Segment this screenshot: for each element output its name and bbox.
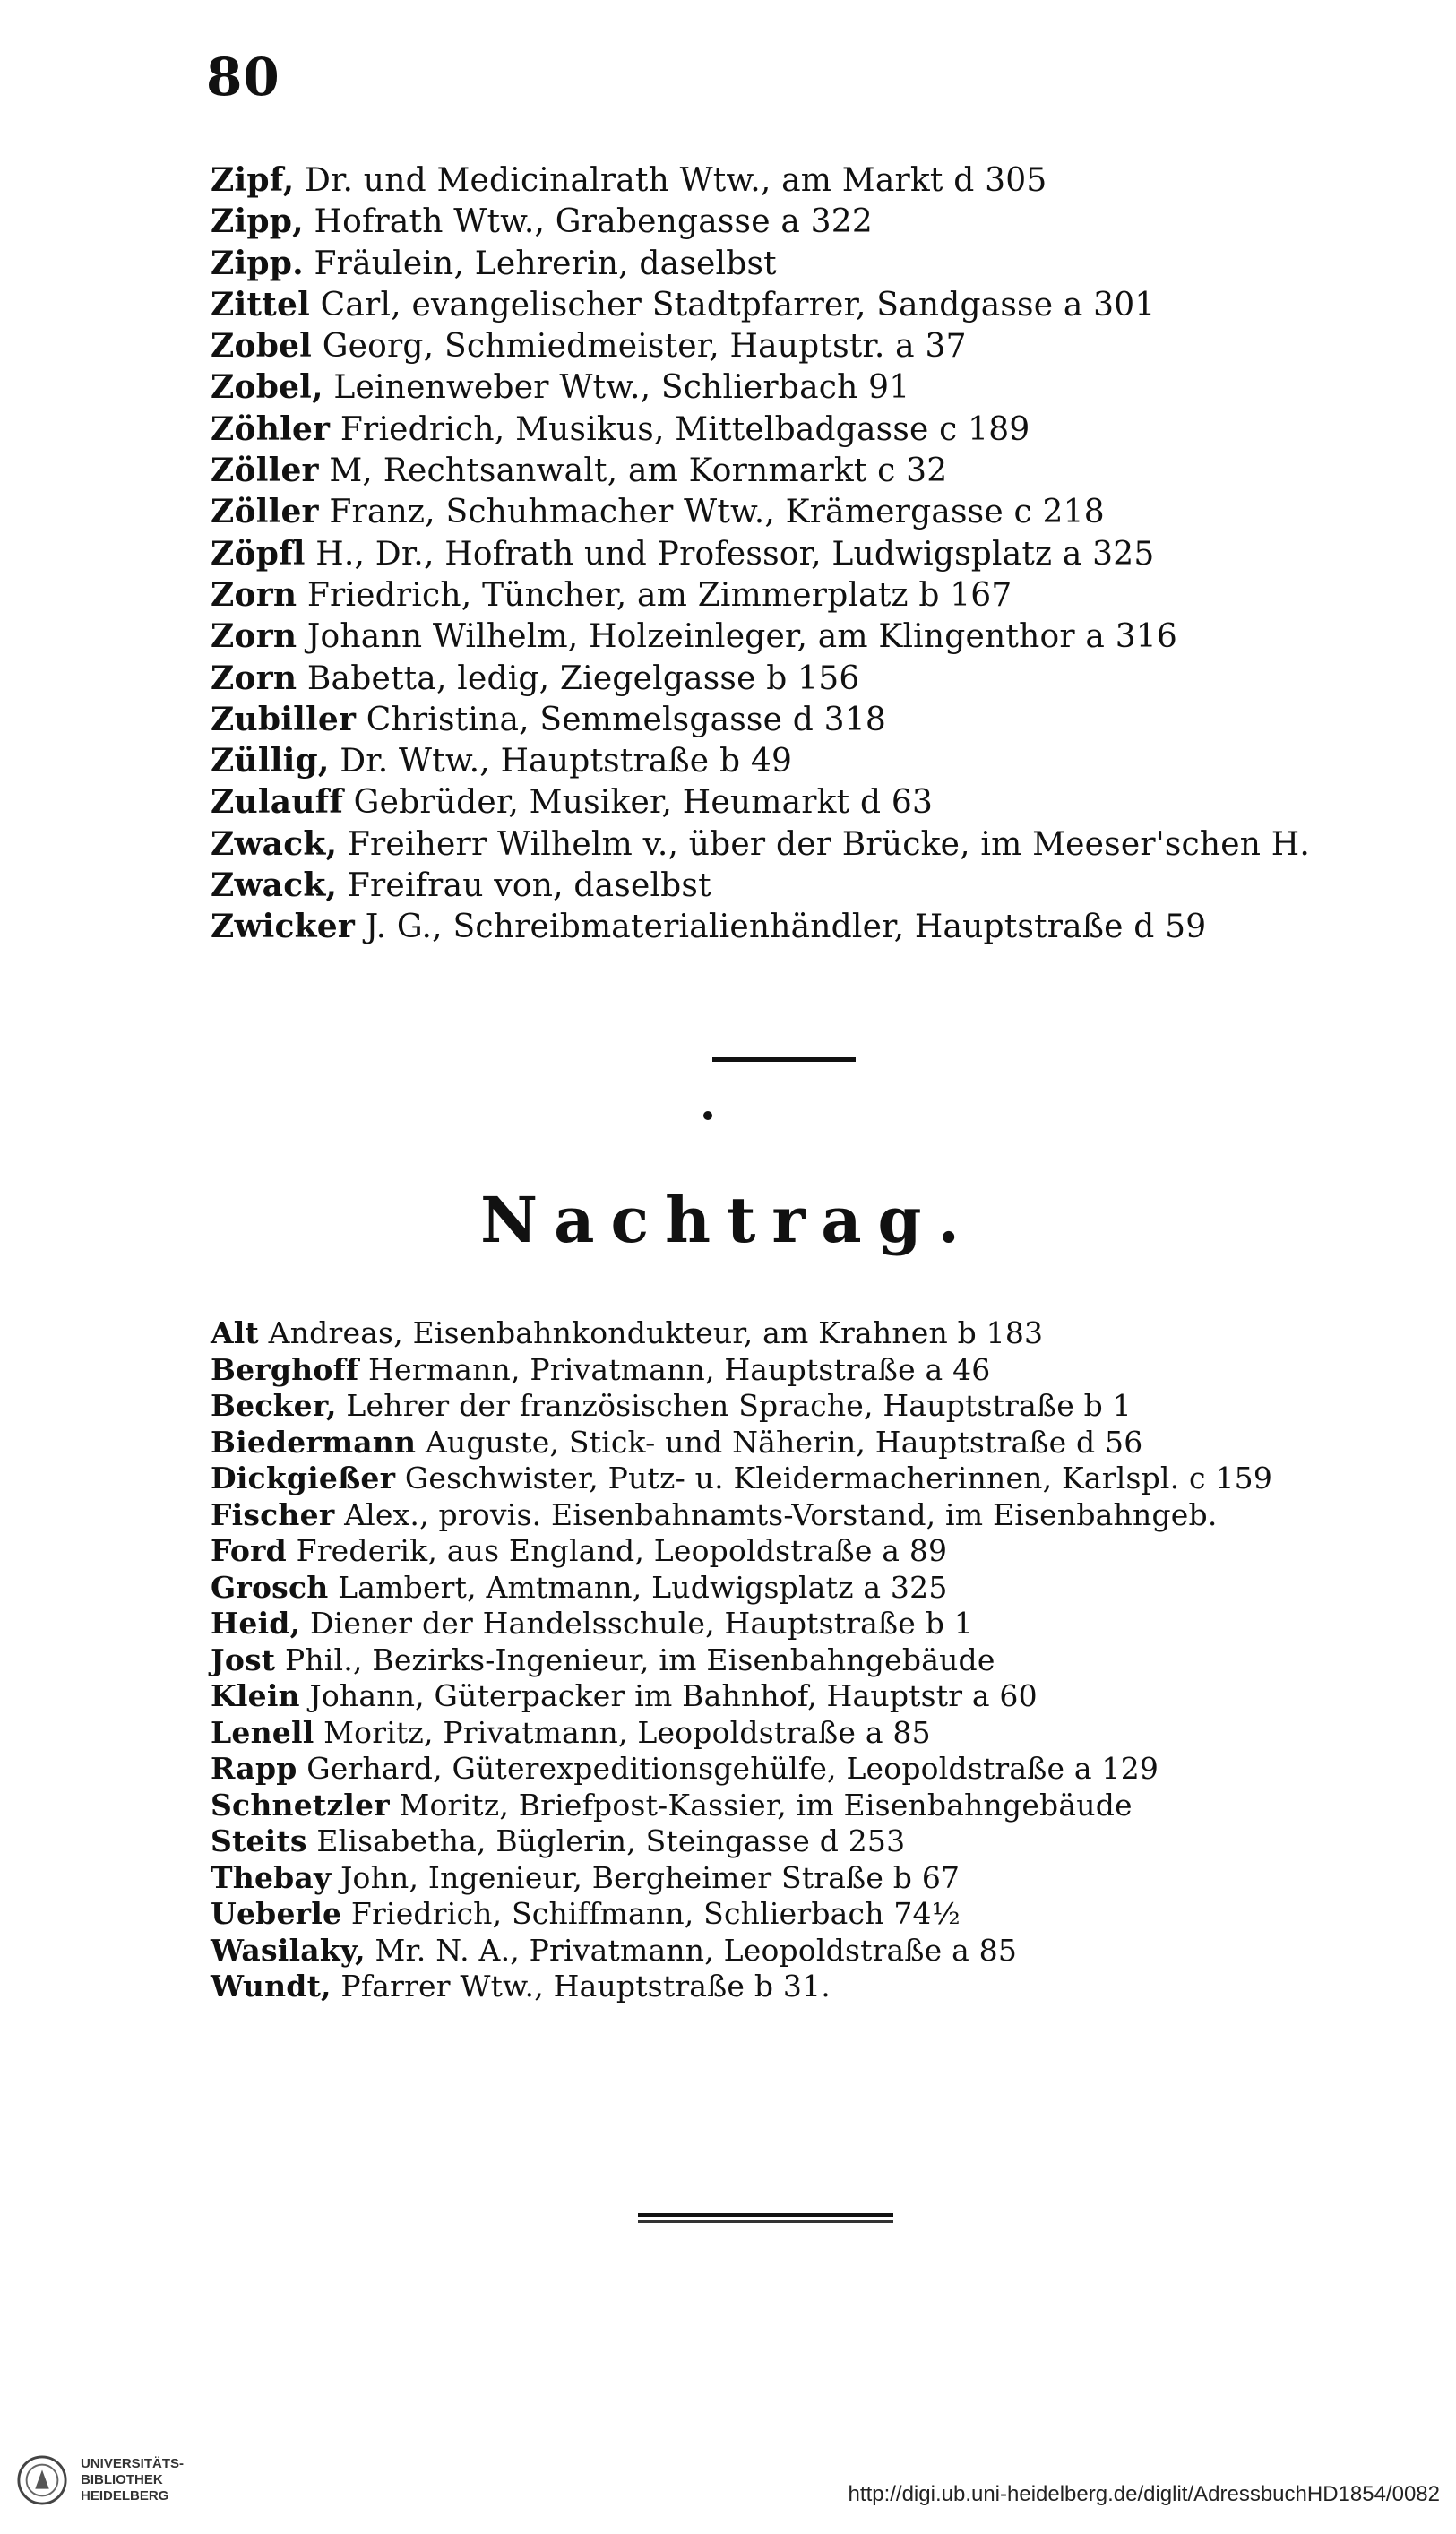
entry-name: Berghoff [211,1351,359,1387]
directory-entry [211,366,1310,408]
directory-entry [211,1461,1272,1497]
entry-detail: Diener der Handelsschule, Hauptstraße b 1 [300,1606,973,1641]
entry-detail: M, Rechtsanwalt, am Kornmarkt c 32 [318,452,948,490]
entry-detail: Gebrüder, Musiker, Heumarkt d 63 [343,784,934,822]
entry-name: Ford [211,1533,287,1568]
entry-detail: Friedrich, Tüncher, am Zimmerplatz b 167 [297,576,1012,614]
entry-name: Fischer [211,1496,335,1532]
entry-name: Rapp [211,1751,297,1786]
nachtrag-entries [211,1315,1272,2005]
entry-detail: Mr. N. A., Privatmann, Leopoldstraße a 85 [365,1932,1018,1968]
entry-name: Zulauff [211,783,344,822]
entry-detail: Babetta, ledig, Ziegelgasse b 156 [297,659,860,697]
entry-name: Biedermann [211,1424,417,1460]
end-rule-second [638,2220,893,2223]
decorative-dot [703,1111,712,1120]
directory-entry [211,409,1310,450]
entry-detail: Johann Wilhelm, Holzeinleger, am Klingenthor a 316 [297,618,1178,656]
entry-name: Becker, [211,1388,337,1423]
directory-entry [211,201,1310,242]
directory-entry [211,1860,1272,1897]
entry-detail: Hofrath Wtw., Grabengasse a 322 [303,203,873,241]
directory-entry [211,574,1310,616]
directory-entry [211,243,1310,284]
entry-detail: Carl, evangelischer Stadtpfarrer, Sandgasse a 301 [310,286,1156,323]
directory-entry [211,1570,1272,1607]
entry-detail: Moritz, Privatmann, Leopoldstraße a 85 [314,1714,931,1750]
entry-detail: Elisabetha, Büglerin, Steingasse d 253 [306,1823,906,1858]
directory-entry [211,1715,1272,1752]
library-name-line: UNIVERSITÄTS- [81,2456,185,2471]
entry-name: Züllig, [211,742,330,780]
entry-name: Zubiller [211,700,357,738]
library-name [81,2456,184,2504]
directory-entry [211,906,1310,947]
directory-entry [211,616,1310,657]
directory-entry [211,1388,1272,1425]
entry-name: Wasilaky, [211,1932,366,1968]
entry-detail: Geschwister, Putz- u. Kleidermacherinnen, Karlspl. c 159 [395,1461,1273,1495]
entry-name: Zöhler [211,409,331,448]
directory-entry [211,699,1310,740]
directory-entry [211,1896,1272,1933]
directory-entry [211,1823,1272,1860]
directory-entry [211,1642,1272,1679]
directory-entry [211,658,1310,699]
entry-detail: Lehrer der französischen Sprache, Hauptstraße b 1 [336,1388,1132,1423]
entry-name: Jost [211,1642,276,1677]
page-number: 80 [206,47,280,108]
directory-entry [211,823,1310,865]
directory-entry [211,1933,1272,1969]
entry-detail: John, Ingenieur, Bergheimer Straße b 67 [331,1859,961,1895]
entry-name: Zipp. [211,244,304,282]
entry-name: Zorn [211,617,297,656]
entry-detail: Dr. und Medicinalrath Wtw., am Markt d 305 [294,162,1047,199]
entry-detail: Franz, Schuhmacher Wtw., Krämergasse c 218 [318,494,1105,531]
entry-detail: Pfarrer Wtw., Hauptstraße b 31. [331,1969,831,2004]
directory-entries [211,159,1310,948]
entry-name: Zwack, [211,824,338,863]
entry-detail: J. G., Schreibmaterialienhändler, Hauptstraße d 59 [355,909,1207,946]
section-divider [712,1057,856,1062]
entry-name: Zwicker [211,908,356,946]
entry-name: Lenell [211,1714,314,1750]
entry-detail: Auguste, Stick- und Näherin, Hauptstraße d 56 [416,1424,1143,1460]
entry-detail: Phil., Bezirks-Ingenieur, im Eisenbahngebäude [275,1642,995,1677]
entry-detail: Frederik, aus England, Leopoldstraße a 89 [286,1533,948,1568]
directory-entry [211,325,1310,366]
entry-detail: H., Dr., Hofrath und Professor, Ludwigsplatz a 325 [305,535,1155,573]
directory-entry [211,1497,1272,1534]
entry-name: Heid, [211,1606,301,1641]
entry-name: Zipf, [211,161,295,199]
entry-name: Schnetzler [211,1787,390,1823]
entry-name: Zipp, [211,203,304,241]
entry-name: Zorn [211,659,297,697]
directory-entry [211,740,1310,781]
entry-detail: Moritz, Briefpost-Kassier, im Eisenbahngebäude [389,1787,1133,1823]
directory-entry [211,781,1310,823]
entry-detail: Georg, Schmiedmeister, Hauptstr. a 37 [312,328,967,366]
entry-name: Ueberle [211,1896,342,1931]
entry-name: Zorn [211,575,297,614]
entry-detail: Christina, Semmelsgasse d 318 [356,701,886,738]
entry-name: Zobel [211,327,313,366]
entry-detail: Andreas, Eisenbahnkondukteur, am Krahnen b 183 [258,1315,1044,1350]
entry-detail: Johann, Güterpacker im Bahnhof, Hauptstr a 60 [299,1678,1038,1713]
entry-detail: Hermann, Privatmann, Hauptstraße a 46 [358,1351,991,1387]
directory-entry [211,159,1310,201]
directory-entry [211,1425,1272,1461]
directory-entry [211,1751,1272,1788]
entry-name: Klein [211,1678,300,1713]
entry-name: Alt [211,1315,259,1350]
entry-detail: Fräulein, Lehrerin, daselbst [303,245,777,282]
directory-entry [211,1969,1272,2005]
entry-name: Steits [211,1823,307,1858]
directory-entry [211,1788,1272,1824]
directory-entry [211,450,1310,491]
directory-entry [211,1678,1272,1715]
library-seal-icon [16,2454,68,2506]
entry-name: Zittel [211,285,310,323]
directory-entry [211,1315,1272,1352]
entry-detail: Friedrich, Schiffmann, Schlierbach 74½ [341,1896,961,1931]
entry-name: Zöller [211,452,319,490]
library-name-line: HEIDELBERG [81,2488,169,2504]
entry-detail: Gerhard, Güterexpeditionsgehülfe, Leopoldstraße a 129 [297,1751,1159,1786]
entry-detail: Freifrau von, daselbst [337,867,711,905]
entry-name: Wundt, [211,1969,332,2004]
entry-name: Zobel, [211,368,323,407]
entry-detail: Friedrich, Musikus, Mittelbadgasse c 189 [330,410,1030,448]
directory-entry [211,1533,1272,1570]
entry-name: Thebay [211,1859,332,1895]
entry-name: Zöpfl [211,534,306,573]
entry-detail: Freiherr Wilhelm v., über der Brücke, im Meeser'schen H. [337,825,1311,863]
end-rule [638,2213,893,2217]
source-url-link[interactable]: http://digi.ub.uni-heidelberg.de/diglit/AdressbuchHD1854/0082 [848,2482,1440,2506]
entry-detail: Dr. Wtw., Hauptstraße b 49 [329,743,793,780]
entry-name: Zöller [211,493,319,531]
entry-detail: Alex., provis. Eisenbahnamts-Vorstand, im Eisenbahngeb. [334,1496,1218,1532]
entry-detail: Leinenweber Wtw., Schlierbach 91 [323,369,910,407]
entry-detail: Lambert, Amtmann, Ludwigsplatz a 325 [328,1569,948,1605]
directory-entry [211,533,1310,574]
library-name-line: BIBLIOTHEK [81,2472,163,2487]
entry-name: Grosch [211,1569,329,1605]
entry-name: Zwack, [211,866,338,905]
directory-entry [211,1352,1272,1389]
directory-entry [211,284,1310,325]
section-heading-nachtrag: Nachtrag. [480,1183,976,1257]
directory-entry [211,1606,1272,1642]
directory-entry [211,865,1310,906]
library-logo [16,2444,184,2516]
entry-name: Dickgießer [211,1461,396,1495]
directory-entry [211,491,1310,532]
